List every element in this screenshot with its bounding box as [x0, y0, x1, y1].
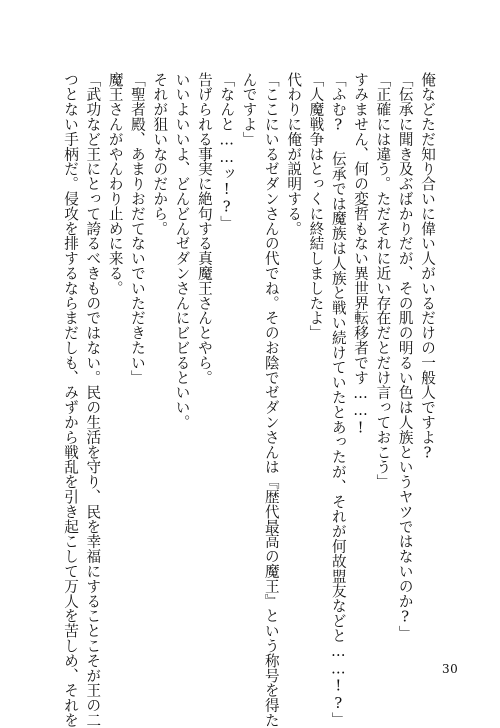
text-line: 「正確には違う。ただそれに近い存在だとだけ言っておこう」	[374, 72, 392, 490]
text-line: 「伝承に聞き及ぶばかりだが、その肌の明るい色は人族というヤツではないのか?」	[396, 72, 414, 641]
page-number: 30	[442, 662, 459, 676]
text-line: 代わりに俺が説明する。	[285, 72, 303, 236]
text-line: 「聖者殿、あまりおだてないでいただきたい」	[128, 72, 146, 385]
text-line: つとない手柄だ。侵攻を排するならまだしも、みずから戦乱を引き起こして万人を苦しめ、それを	[62, 72, 79, 728]
text-line: 「武功など王にとって誇るべきものではない。民の生活を守り、民を幸福にすることこそが王の二	[84, 72, 102, 728]
text-line: 「ここにいるゼダンさんの代でね。そのお陰でゼダンさんは『歴代最高の魔王』という称号を得た	[262, 72, 280, 728]
text-line: んですよ」	[240, 72, 258, 147]
text-line: 魔王さんがやんわり止めに来る。	[106, 72, 124, 296]
text-line: それが狙いなのだから。	[151, 72, 169, 236]
text-line: 「ふむ? 伝承では魔族は人族と戦い続けていたとあったが、それが何故盟友などと……!?」	[329, 72, 347, 728]
text-line: 「なんと……ッ!?」	[218, 72, 236, 231]
text-line: いいよいいよ、どんどんゼダンさんにビビるといい。	[173, 72, 191, 430]
text-line: 「人魔戦争はとっくに終結しましたよ」	[307, 72, 325, 341]
text-line: すみません、何の変哲もない異世界転移者です……!	[352, 72, 370, 437]
vertical-text-body	[62, 72, 436, 728]
text-line: 告げられる事実に絶句する真魔王さんとやら。	[195, 72, 213, 385]
text-line: 俺などただ知り合いに偉い人がいるだけの一般人ですよ?	[419, 72, 436, 462]
